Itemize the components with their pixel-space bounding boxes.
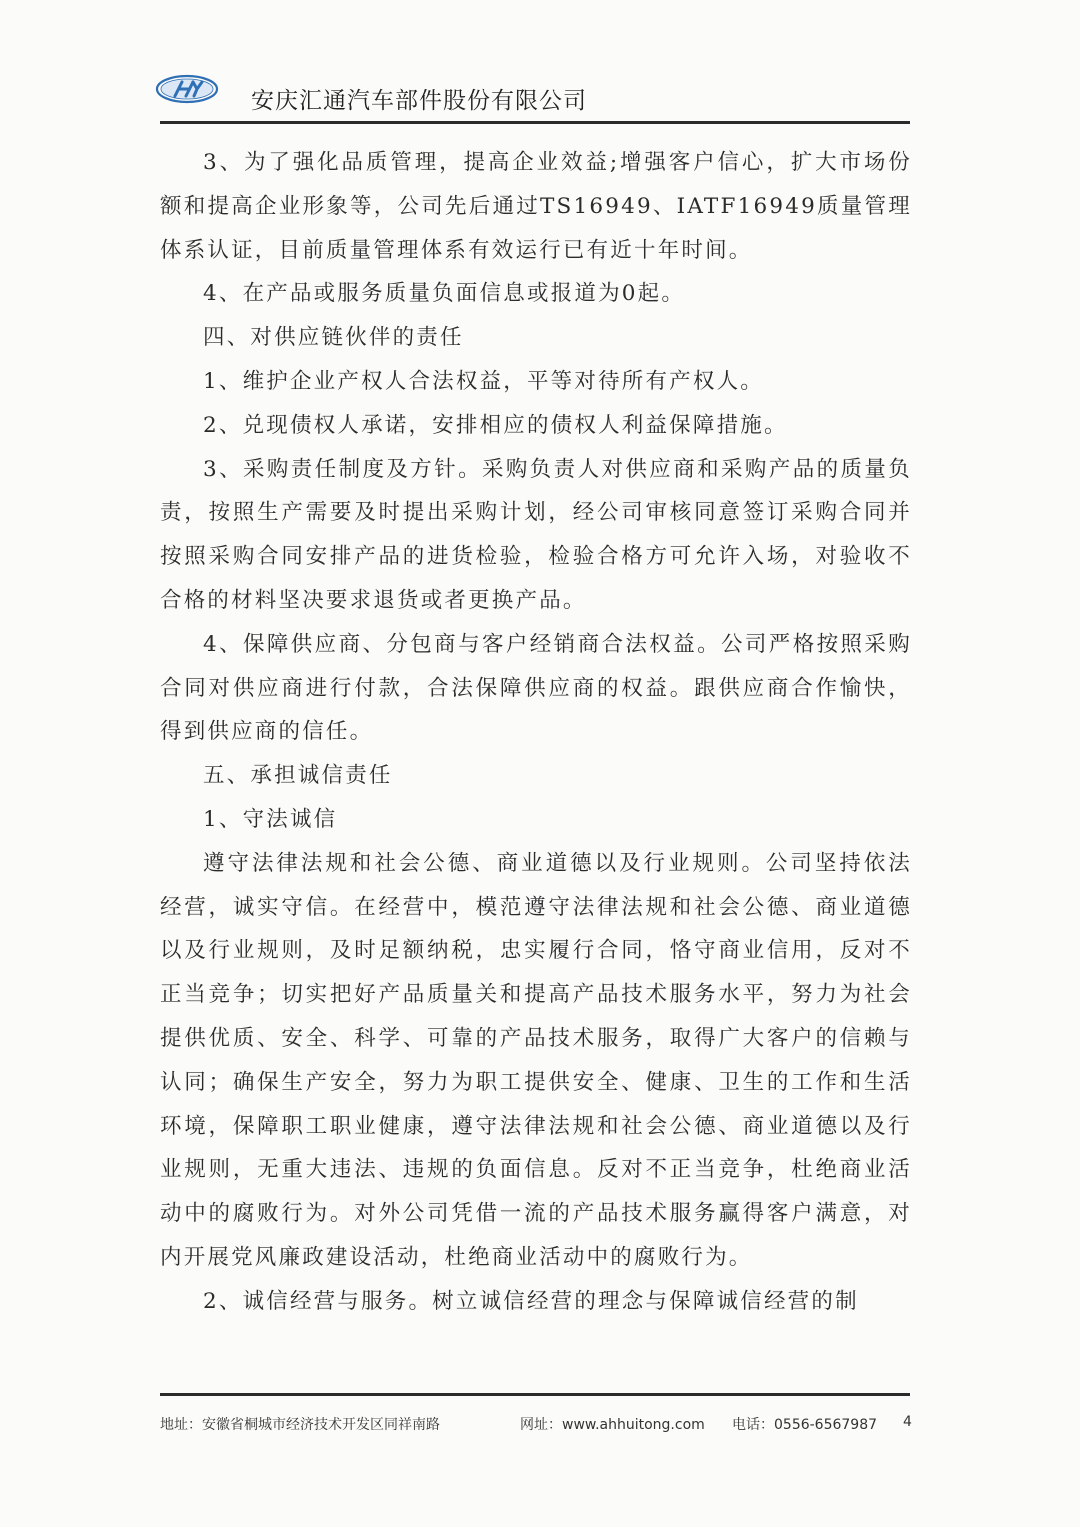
paragraph-law-compliance: 遵守法律法规和社会公德、商业道德以及行业规则。公司坚持依法经营，诚实守信。在经营中，模范遵守法律法规和社会公德、商业道德以及行业规则，及时足额纳税，忠实履行合同，恪守商业信用，反对不正当竞争；切实把好产品质量关和提高产品技术服务水平，努力为社会提供优质、安全、科学、可靠的产品技术服务，取得广大客户的信赖与认同；确保生产安全，努力为职工提供安全、健康、卫生的工作和生活环境，保障职工职业健康，遵守法律法规和社会公德、商业道德以及行业规则，无重大违法、违规的负面信息。反对不正当竞争，杜绝商业活动中的腐败行为。对外公司凭借一流的产品技术服务赢得客户满意，对内开展党风廉政建设活动，杜绝商业活动中的腐败行为。 bbox=[160, 850, 912, 1270]
footer-address: 地址：安徽省桐城市经济技术开发区同祥南路 bbox=[160, 1417, 440, 1433]
document-body bbox=[160, 141, 912, 1324]
footer-phone: 电话：0556-6567987 bbox=[732, 1417, 878, 1433]
paragraph-creditor-commitment: 2、兑现债权人承诺，安排相应的债权人利益保障措施。 bbox=[203, 412, 788, 438]
company-logo-icon bbox=[155, 74, 219, 104]
footer-website: 网址：www.ahhuitong.com bbox=[520, 1417, 705, 1433]
page-footer bbox=[160, 1414, 912, 1438]
paragraph-procurement-policy: 3、采购责任制度及方针。采购负责人对供应商和采购产品的质量负责，按照生产需要及时提出采购计划，经公司审核同意签订采购合同并按照采购合同安排产品的进货检验，检验合格方可允许入场，对验收不合格的材料坚决要求退货或者更换产品。 bbox=[160, 456, 912, 613]
page-header bbox=[155, 68, 915, 120]
paragraph-negative-reports: 4、在产品或服务质量负面信息或报道为0起。 bbox=[203, 281, 686, 307]
subheading-law-integrity: 1、守法诚信 bbox=[203, 806, 338, 832]
company-name: 安庆汇通汽车部件股份有限公司 bbox=[251, 88, 587, 114]
section-heading-supply-chain: 四、对供应链伙伴的责任 bbox=[203, 325, 464, 351]
page-number: 4 bbox=[903, 1414, 912, 1430]
header-divider bbox=[160, 121, 910, 124]
section-heading-integrity: 五、承担诚信责任 bbox=[203, 763, 393, 789]
paragraph-integrity-service: 2、诚信经营与服务。树立诚信经营的理念与保障诚信经营的制 bbox=[203, 1288, 859, 1314]
footer-divider bbox=[160, 1393, 910, 1396]
paragraph-property-rights: 1、维护企业产权人合法权益，平等对待所有产权人。 bbox=[203, 368, 764, 394]
paragraph-supplier-rights: 4、保障供应商、分包商与客户经销商合法权益。公司严格按照采购合同对供应商进行付款，合法保障供应商的权益。跟供应商合作愉快，得到供应商的信任。 bbox=[160, 631, 912, 745]
paragraph-quality-certification: 3、为了强化品质管理，提高企业效益;增强客户信心，扩大市场份额和提高企业形象等，公司先后通过TS16949、IATF16949质量管理体系认证，目前质量管理体系有效运行已有近十年时间。 bbox=[160, 150, 912, 263]
